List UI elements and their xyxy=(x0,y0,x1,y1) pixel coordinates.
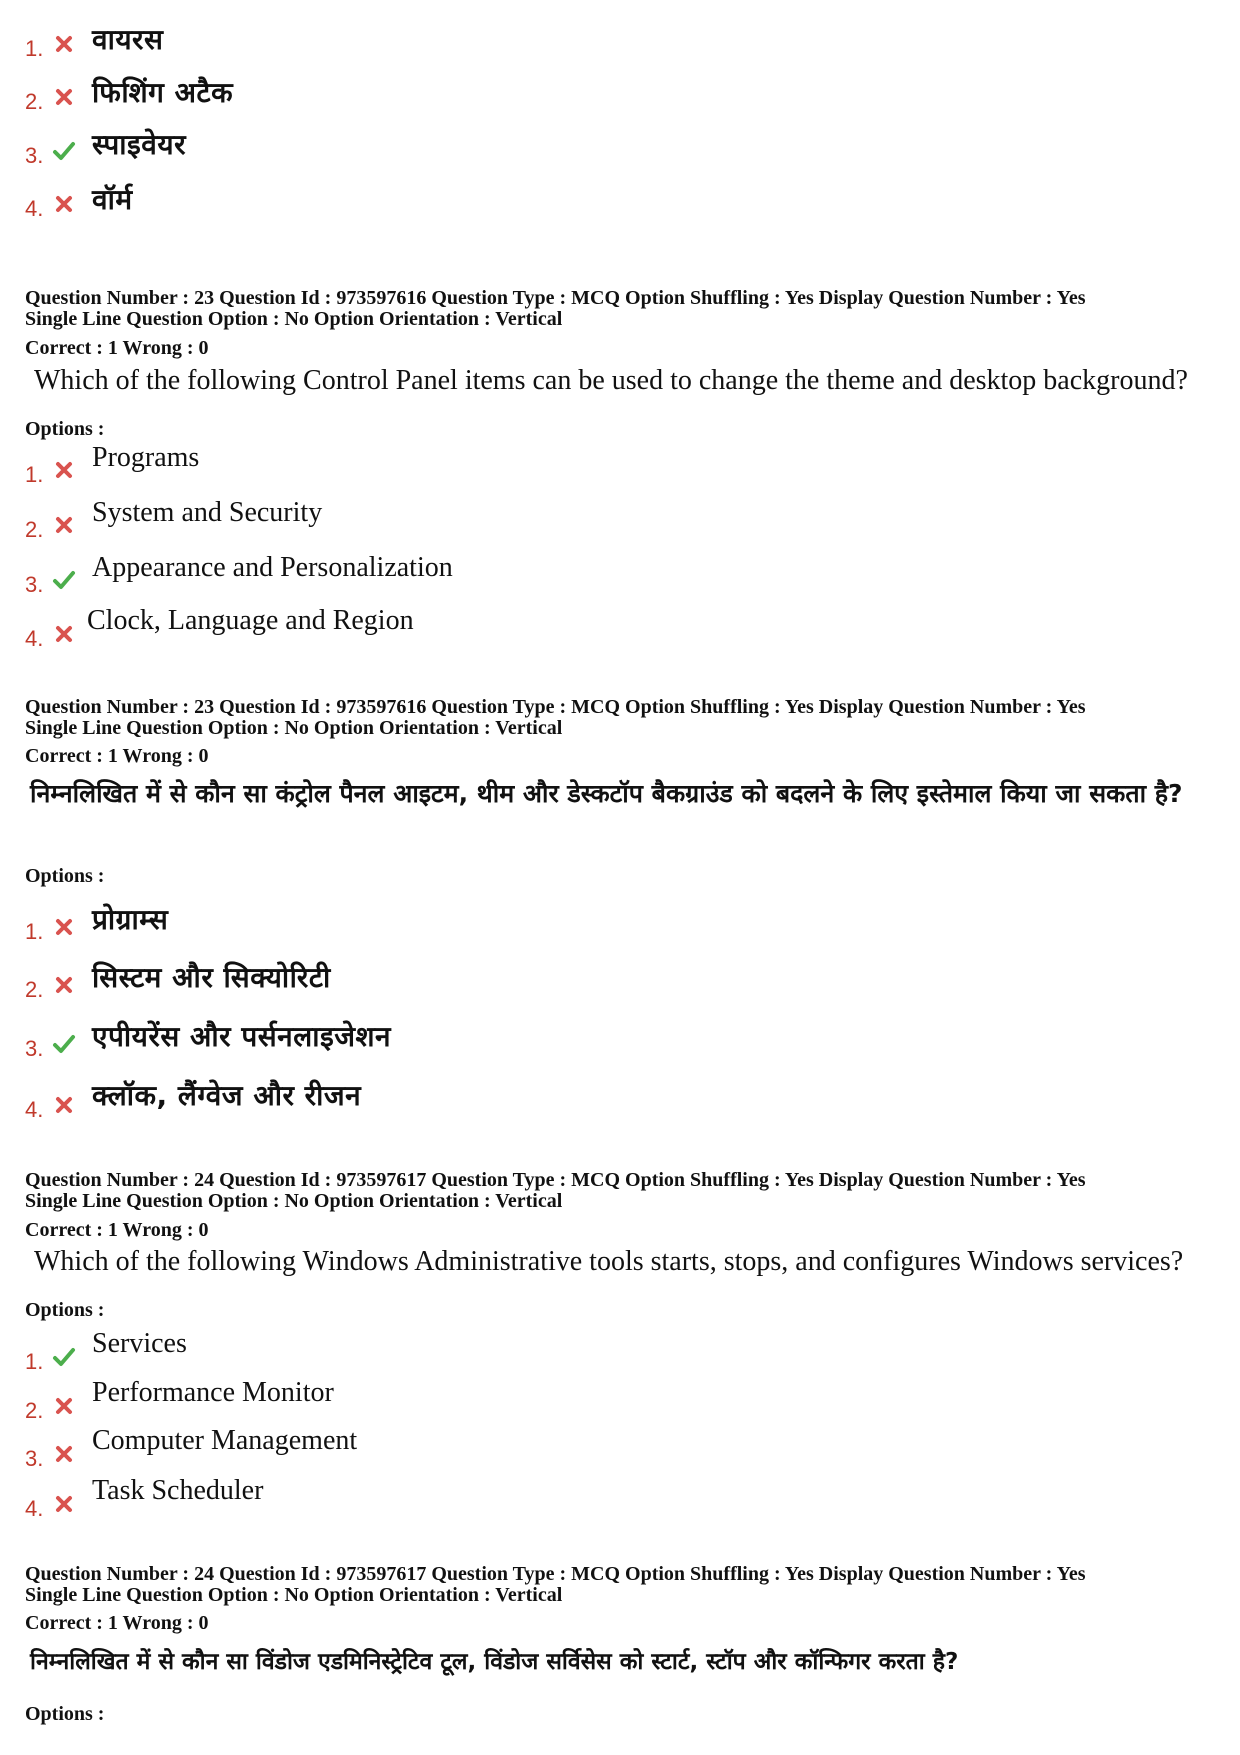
option-text: वायरस xyxy=(92,23,164,56)
cross-icon xyxy=(52,32,76,56)
option-number: 3. xyxy=(25,572,44,597)
cross-icon xyxy=(52,85,76,109)
cross-icon xyxy=(52,513,76,537)
option-text: प्रोग्राम्स xyxy=(92,903,169,936)
check-icon xyxy=(52,139,76,163)
question-meta: Question Number : 24 Question Id : 973597617 Question Type : MCQ Option Shuffling : Yes Display Question Number : Yes xyxy=(25,1169,1086,1191)
option-text: एपीयरेंस और पर्सनलाइजेशन xyxy=(92,1020,392,1053)
option-number: 2. xyxy=(25,89,44,114)
question-meta-2: Single Line Question Option : No Option Orientation : Vertical xyxy=(25,1584,563,1606)
cross-icon xyxy=(52,458,76,482)
options-label: Options : xyxy=(25,865,105,887)
option-number: 4. xyxy=(25,626,44,651)
option-number: 4. xyxy=(25,1097,44,1122)
option-text: Task Scheduler xyxy=(92,1475,264,1506)
cross-icon xyxy=(52,1394,76,1418)
cross-icon xyxy=(52,622,76,646)
option-text: वॉर्म xyxy=(92,183,133,216)
option-number: 1. xyxy=(25,1349,44,1374)
question-text: निम्नलिखित में से कौन सा कंट्रोल पैनल आइटम, थीम और डेस्कटॉप बैकग्राउंड को बदलने के लिए इस्तेमाल किया जा सकता है? xyxy=(30,779,1183,808)
question-meta: Question Number : 24 Question Id : 973597617 Question Type : MCQ Option Shuffling : Yes Display Question Number : Yes xyxy=(25,1563,1086,1585)
cross-icon xyxy=(52,1492,76,1516)
option-number: 4. xyxy=(25,1496,44,1521)
option-text: सिस्टम और सिक्योरिटी xyxy=(92,961,331,994)
option-number: 2. xyxy=(25,1398,44,1423)
question-text: Which of the following Windows Administrative tools starts, stops, and configures Windows services? xyxy=(34,1246,1184,1277)
question-meta: Question Number : 23 Question Id : 973597616 Question Type : MCQ Option Shuffling : Yes Display Question Number : Yes xyxy=(25,696,1086,718)
options-label: Options : xyxy=(25,1299,105,1321)
option-text: फिशिंग अटैक xyxy=(92,76,234,109)
score-info: Correct : 1 Wrong : 0 xyxy=(25,1612,209,1634)
options-label: Options : xyxy=(25,418,105,440)
option-number: 1. xyxy=(25,462,44,487)
question-meta: Question Number : 23 Question Id : 973597616 Question Type : MCQ Option Shuffling : Yes Display Question Number : Yes xyxy=(25,287,1086,309)
option-number: 4. xyxy=(25,196,44,221)
cross-icon xyxy=(52,1093,76,1117)
option-number: 3. xyxy=(25,1036,44,1061)
option-text: Clock, Language and Region xyxy=(87,605,414,636)
question-text: निम्नलिखित में से कौन सा विंडोज एडमिनिस्ट्रेटिव टूल, विंडोज सर्विसेस को स्टार्ट, स्टॉप और कॉन्फिगर करता है? xyxy=(30,1649,959,1675)
question-meta-2: Single Line Question Option : No Option Orientation : Vertical xyxy=(25,1190,563,1212)
option-number: 2. xyxy=(25,977,44,1002)
check-icon xyxy=(52,1032,76,1056)
option-text: क्लॉक, लैंग्वेज और रीजन xyxy=(92,1079,362,1112)
cross-icon xyxy=(52,915,76,939)
option-text: स्पाइवेयर xyxy=(92,128,187,161)
score-info: Correct : 1 Wrong : 0 xyxy=(25,745,209,767)
option-text: Services xyxy=(92,1328,187,1359)
option-text: Performance Monitor xyxy=(92,1377,334,1408)
cross-icon xyxy=(52,973,76,997)
score-info: Correct : 1 Wrong : 0 xyxy=(25,337,209,359)
question-meta-2: Single Line Question Option : No Option Orientation : Vertical xyxy=(25,717,563,739)
check-icon xyxy=(52,1345,76,1369)
option-number: 1. xyxy=(25,919,44,944)
option-text: Programs xyxy=(92,442,200,473)
option-number: 2. xyxy=(25,517,44,542)
score-info: Correct : 1 Wrong : 0 xyxy=(25,1219,209,1241)
question-meta-2: Single Line Question Option : No Option Orientation : Vertical xyxy=(25,308,563,330)
cross-icon xyxy=(52,1442,76,1466)
option-text: Computer Management xyxy=(92,1425,358,1456)
option-number: 3. xyxy=(25,143,44,168)
option-number: 1. xyxy=(25,36,44,61)
options-label: Options : xyxy=(25,1703,105,1725)
cross-icon xyxy=(52,192,76,216)
option-text: Appearance and Personalization xyxy=(92,552,453,583)
option-text: System and Security xyxy=(92,497,323,528)
option-number: 3. xyxy=(25,1446,44,1471)
question-text: Which of the following Control Panel items can be used to change the theme and desktop background? xyxy=(34,365,1188,396)
check-icon xyxy=(52,568,76,592)
